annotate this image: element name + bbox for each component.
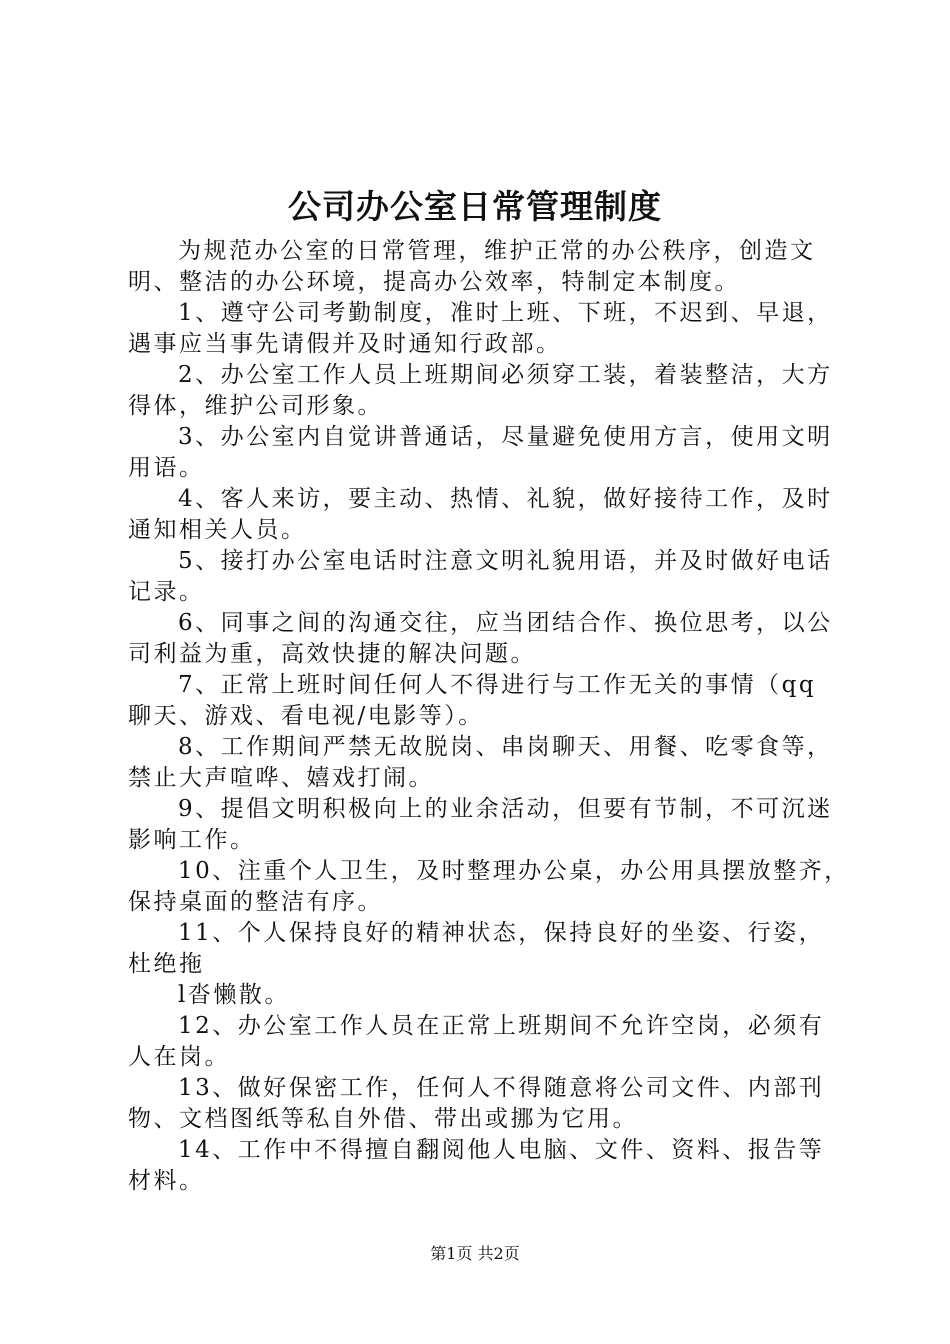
text-line: 10、注重个人卫生，及时整理办公桌，办公用具摆放整齐，: [178, 858, 850, 884]
text-line: 司利益为重，高效快捷的解决问题。: [128, 641, 536, 667]
body-lines: [128, 236, 850, 1197]
text-line: 5、接打办公室电话时注意文明礼貌用语，并及时做好电话: [178, 548, 833, 574]
document-title: 公司办公室日常管理制度: [288, 187, 662, 226]
text-line: 为规范办公室的日常管理，维护正常的办公秩序，创造文: [178, 238, 816, 264]
text-line: 用语。: [128, 455, 205, 481]
text-line: 禁止大声喧哗、嬉戏打闹。: [128, 765, 434, 791]
text-line: 通知相关人员。: [128, 517, 307, 543]
text-line: 14、工作中不得擅自翻阅他人电脑、文件、资料、报告等: [178, 1137, 825, 1163]
text-line: 物、文档图纸等私自外借、带出或挪为它用。: [128, 1106, 638, 1132]
text-line: 聊天、游戏、看电视/电影等）。: [128, 703, 484, 729]
text-line: 8、工作期间严禁无故脱岗、串岗聊天、用餐、吃零食等，: [178, 734, 833, 760]
text-line: 明、整洁的办公环境，提高办公效率，特制定本制度。: [128, 269, 740, 295]
text-line: 7、正常上班时间任何人不得进行与工作无关的事情（qq: [178, 672, 817, 698]
text-line: 13、做好保密工作，任何人不得随意将公司文件、内部刊: [178, 1075, 825, 1101]
text-line: 1、遵守公司考勤制度，准时上班、下班，不迟到、早退，: [178, 300, 833, 326]
text-line: l沓懒散。: [178, 982, 290, 1008]
text-line: 9、提倡文明积极向上的业余活动，但要有节制，不可沉迷: [178, 796, 833, 822]
text-line: 人在岗。: [128, 1044, 230, 1070]
text-line: 2、办公室工作人员上班期间必须穿工装，着装整洁，大方: [178, 362, 833, 388]
document-body: [128, 236, 850, 1197]
text-line: 保持桌面的整洁有序。: [128, 889, 383, 915]
text-line: 记录。: [128, 579, 205, 605]
text-line: 4、客人来访，要主动、热情、礼貌，做好接待工作，及时: [178, 486, 833, 512]
text-line: 遇事应当事先请假并及时通知行政部。: [128, 331, 562, 357]
text-line: 3、办公室内自觉讲普通话，尽量避免使用方言，使用文明: [178, 424, 833, 450]
page-footer: 第1页 共2页: [430, 1244, 520, 1263]
text-line: 杜绝拖: [128, 951, 205, 977]
text-line: 12、办公室工作人员在正常上班期间不允许空岗，必须有: [178, 1013, 825, 1039]
text-line: 6、同事之间的沟通交往，应当团结合作、换位思考，以公: [178, 610, 833, 636]
text-line: 材料。: [128, 1168, 205, 1194]
text-line: 11、个人保持良好的精神状态，保持良好的坐姿、行姿，: [178, 920, 825, 946]
text-line: 影响工作。: [128, 827, 256, 853]
text-line: 得体，维护公司形象。: [128, 393, 383, 419]
